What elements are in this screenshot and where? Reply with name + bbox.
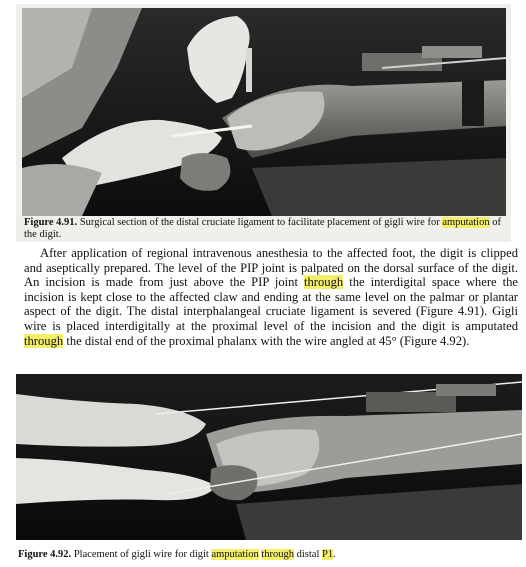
- body-paragraph: [24, 246, 518, 348]
- highlighted-term: P1: [322, 549, 334, 560]
- figure-4-91-caption: [24, 217, 502, 241]
- paragraph-text: the distal end of the proximal phalanx with the wire angled at 45° (Figure 4.92).: [63, 333, 470, 348]
- highlighted-term: through: [24, 333, 64, 348]
- surgical-photo-illustration: [22, 8, 506, 216]
- caption-text: Surgical section of the distal cruciate ligament to facilitate placement of gigli wire for: [79, 217, 443, 228]
- caption-text: Placement of gigli wire for digit: [71, 549, 212, 560]
- figure-4-91: [16, 4, 511, 242]
- figure-4-92-photo: [16, 374, 522, 540]
- highlighted-term: through: [261, 549, 294, 560]
- gigli-wire-photo-illustration: [16, 374, 522, 540]
- figure-4-92-caption: [18, 549, 518, 561]
- figure-4-91-photo: [22, 8, 506, 216]
- figure-number: Figure 4.92.: [18, 549, 72, 560]
- highlighted-term: through: [304, 275, 344, 290]
- paragraph-text: the interdigital space where the incision is kept close to the affected claw and ending at the same level on the palmar or plantar aspect of the digit. The distal interphalangeal cruciate ligament is severed (Figure 4.91). Gigli wire is placed interdigitally at the proximal level of the incision and the digit is amputated: [24, 275, 518, 333]
- caption-text: of the digit.: [24, 217, 501, 240]
- highlighted-term: amputation: [442, 217, 490, 228]
- paragraph-text: After application of regional intravenous anesthesia to the affected foot, the digit is clipped and aseptically prepared. The level of the PIP joint is palpated on the dorsal surface of the digit. An incision is made from just above the PIP joint: [24, 246, 518, 290]
- caption-text: distal: [294, 549, 322, 560]
- figure-number: Figure 4.91.: [24, 217, 78, 228]
- highlighted-term: amputation: [211, 549, 259, 560]
- caption-text: .: [333, 549, 336, 560]
